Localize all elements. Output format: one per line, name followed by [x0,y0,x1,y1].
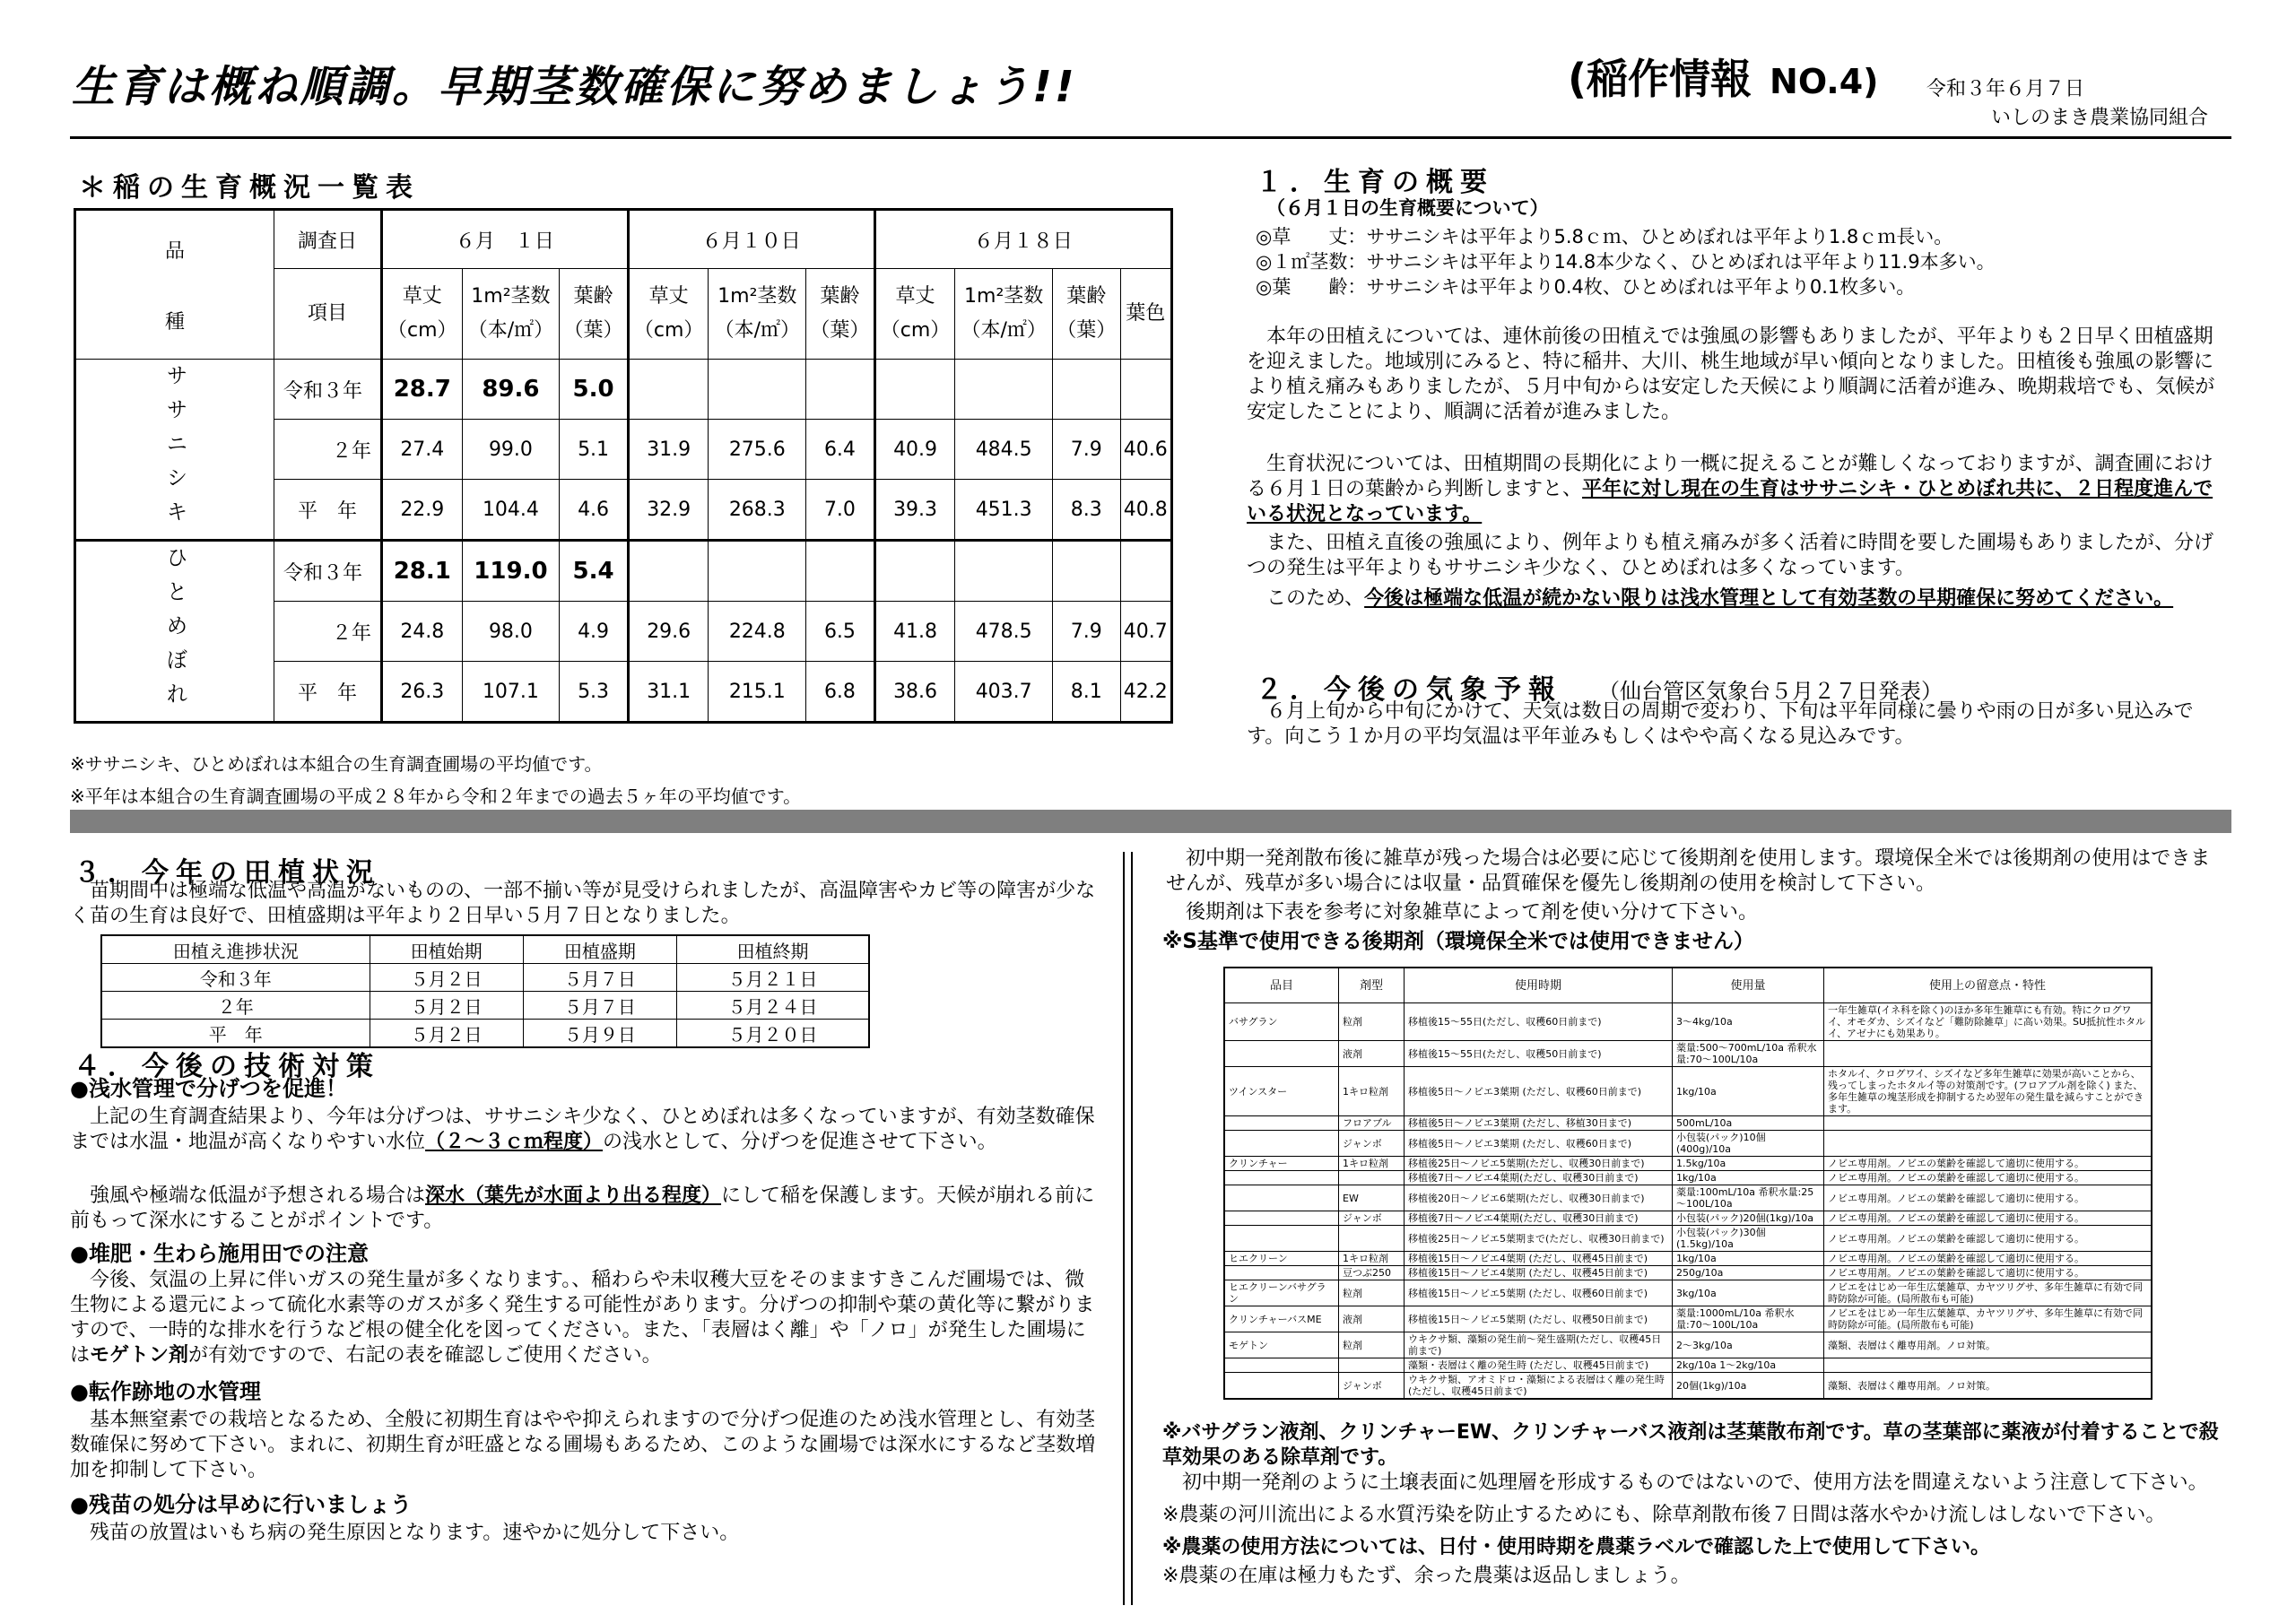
column-header: 1m²茎数 （本/㎡） [709,269,806,360]
herb-cell: 1キロ粒剤 [1339,1067,1405,1116]
sec1-p1: 本年の田植えについては、連休前後の田植えでは強風の影響もありましたが、平年よりも２日早く田植盛期を迎えました。地域別にみると、特に稲井、大川、桃生地域が早い傾向となりました。田植後も強風の影響により植え痛みもありましたが、５月中旬からは安定した天候により順調に活着が進み、晩期栽培でも、気候が安定したことにより、順調に活着が進みました。 [1247,325,2215,423]
herb-cell [1224,1373,1339,1400]
table-cell: 42.2 [1120,662,1172,723]
herb-cell: 一年生雑草(イネ科を除く)のほか多年生雑草にも有効。特にクログワイ、オモダカ、シズイなど「難防除雑草」に高い効果。SU抵抗性ホタルイ、アゼナにも効果あり。 [1824,1003,2152,1041]
herb-cell [1339,1171,1405,1185]
herb-cell: 小包装(パック)30個(1.5kg)/10a [1673,1226,1824,1252]
table-row [1224,1266,2152,1280]
table-cell: 27.4 [382,420,463,480]
herb-cell [1224,1358,1339,1373]
table-cell: 6.8 [806,662,875,723]
herb-cell: 薬量:100mL/10a 希釈水量:25～100L/10a [1673,1185,1824,1211]
herb-cell: クリンチャー [1224,1157,1339,1171]
herb-cell [1224,1226,1339,1252]
herb-cell [1824,1131,2152,1157]
table-row [1224,1332,2152,1358]
table-cell: 104.4 [462,480,560,541]
right-note-1: ※バサグラン液剤、クリンチャーEW、クリンチャーバス液剤は茎葉散布剤です。草の茎葉部に薬液が付着することで殺草効果のある除草剤です。 [1162,1421,2219,1469]
herb-cell: 20個(1kg)/10a [1673,1373,1824,1400]
date-header-1: ６月 １日 [382,210,629,269]
planting-cell: 令和３年 [101,964,370,992]
herb-cell [1224,1185,1339,1211]
table-cell: 38.6 [874,662,955,723]
herb-cell: ツインスター [1224,1067,1339,1116]
bullet-height: ◎草 丈：ササニシキは平年より5.8ｃｍ、ひとめぼれは平年より1.8ｃｍ長い。 [1256,226,1953,247]
planting-table [100,934,870,1048]
table-cell: 7.9 [1053,420,1121,480]
herb-cell [1224,1171,1339,1185]
planting-cell: ５月２１日 [676,964,869,992]
row-label: 平 年 [274,480,382,541]
herb-cell: ジャンボ [1339,1373,1405,1400]
sec1-p2-text: 生育状況については、田植期間の長期化により一概に捉えることが難しくなっておりますが、調査圃における６月１日の葉齢から判断しますと、 [1247,453,2213,500]
table-row [1224,1252,2152,1266]
herb-header: 品目 [1224,968,1339,1003]
right-note-4: ※農薬の在庫は極力もたず、余った農薬は返品しましょう。 [1162,1565,1691,1587]
herb-cell: 薬量:500～700mL/10a 希釈水量:70～100L/10a [1673,1041,1824,1067]
herb-cell: フロアブル [1339,1116,1405,1131]
table-cell: 40.9 [874,420,955,480]
row-label: ２年 [274,602,382,662]
bullet-leaf-age: ◎葉 齢：ササニシキは平年より0.4枚、ひとめぼれは平年より0.1枚多い。 [1256,276,1916,298]
planting-header-3: 田植終期 [676,935,869,964]
sec4-s1-text2 [70,1184,1101,1234]
herb-cell: ジャンボ [1339,1131,1405,1157]
herb-cell: 移植後7日～ノビエ4葉期(ただし、収穫30日前まで) [1405,1211,1673,1226]
table-cell: 40.7 [1120,602,1172,662]
table-row [1224,1157,2152,1171]
herb-cell: モゲトン [1224,1332,1339,1358]
herb-cell: 移植後15日～ノビエ5葉期 (ただし、収穫50日前まで) [1405,1306,1673,1332]
table-cell: 40.6 [1120,420,1172,480]
table-row [1224,1211,2152,1226]
planting-header-2: 田植盛期 [523,935,676,964]
s1-text-b: （２～３ｃｍ程度） [425,1131,604,1153]
herbicide-table [1223,967,2152,1400]
herb-cell: 1kg/10a [1673,1171,1824,1185]
date-header-2: ６月１０日 [628,210,874,269]
planting-cell: ５月２日 [370,1020,523,1048]
sec1-heading: １．生育の概要 [1256,167,1494,198]
table-cell: 7.9 [1053,602,1121,662]
herb-cell: 粒剤 [1339,1332,1405,1358]
sec3-text: 苗期間中は極端な低温や高温がないものの、一部不揃い等が見受けられましたが、高温障害やカビ等の障害が少なく苗の生育は良好で、田植盛期は平年より２日早い５月７日となりました。 [70,880,1096,927]
table-cell: 6.5 [806,602,875,662]
sec4-heading: ４．今後の技術対策 [74,1051,380,1082]
table-cell [709,541,806,602]
s1-text-e: 深水（葉先が水面より出る程度） [425,1185,722,1207]
variety-name: ササニシキ [75,360,274,541]
herb-cell: 2kg/10a 1～2kg/10a [1673,1358,1824,1373]
sec4-s2-title: ●堆肥・生わら施用田での注意 [70,1241,369,1266]
column-header: 1m²茎数 （本/㎡） [462,269,560,360]
table-cell: 8.3 [1053,480,1121,541]
herb-cell [1224,1211,1339,1226]
growth-table [74,208,1173,724]
herb-cell: 移植後5日～ノビエ3葉期 (ただし、収穫60日前まで) [1405,1067,1673,1116]
table-cell: 403.7 [955,662,1053,723]
herb-cell [1824,1116,2152,1131]
table-cell [874,360,955,420]
herb-cell: 粒剤 [1339,1280,1405,1306]
table-cell: 98.0 [462,602,560,662]
section-divider [70,810,2231,833]
s1-text-d: 強風や極端な低温が予想される場合は [70,1185,426,1207]
table1-heading: ＊稲の生育概況一覧表 [79,172,420,204]
herb-cell: 小包装(パック)20個(1kg)/10a [1673,1211,1824,1226]
herb-cell: 藻類、表層はく離専用剤。ノロ対策。 [1824,1373,2152,1400]
herb-cell: 移植後25日～ノビエ5葉期(ただし、収穫30日前まで) [1405,1157,1673,1171]
herb-table-title: ※S基準で使用できる後期剤（環境保全米では使用できません） [1162,930,1754,953]
issue-date: 令和３年６月７日 [1926,78,2085,100]
column-header: 1m²茎数 （本/㎡） [955,269,1053,360]
herb-cell: 3kg/10a [1673,1280,1824,1306]
s1-text-f: にして稲を保護します。天候が崩れる前に前もって深水にすることがポイントです。 [70,1185,1095,1232]
planting-cell: ５月７日 [523,964,676,992]
sec1-p3: また、田植え直後の強風により、例年よりも植え痛みが多く活着に時間を要した圃場もありましたが、分げつの発生は平年よりもササニシキ少なく、ひとめぼれは多くなっています。 [1247,532,2214,579]
herb-cell: 移植後7日～ノビエ4葉期(ただし、収穫30日前まで) [1405,1171,1673,1185]
herb-cell [1224,1041,1339,1067]
table-cell: 32.9 [628,480,709,541]
herb-cell: バサグラン [1224,1003,1339,1041]
table-cell: 28.1 [382,541,463,602]
sec4-s3-title: ●転作跡地の水管理 [70,1379,261,1404]
header-rule [70,136,2231,139]
sec1-bullets [1256,224,1996,299]
herb-header: 使用上の留意点・特性 [1824,968,2152,1003]
table-row [1224,1041,2152,1067]
table-cell [1120,360,1172,420]
herb-cell: ノビエ専用剤。ノビエの葉齢を確認して適切に使用する。 [1824,1252,2152,1266]
herb-cell: 1kg/10a [1673,1067,1824,1116]
herb-cell: 移植後15日～ノビエ4葉期 (ただし、収穫45日前まで) [1405,1266,1673,1280]
column-header: 葉齢 （葉） [560,269,629,360]
table-cell: 24.8 [382,602,463,662]
column-header: 葉齢 （葉） [1053,269,1121,360]
table-cell: 224.8 [709,602,806,662]
sec4-s1-text [70,1105,1101,1155]
column-header: 葉色 [1120,269,1172,360]
table-cell: 29.6 [628,602,709,662]
herb-cell: ノビエ専用剤。ノビエの葉齢を確認して適切に使用する。 [1824,1171,2152,1185]
planting-cell: ５月７日 [523,992,676,1020]
table-cell: 215.1 [709,662,806,723]
table-row [1224,1067,2152,1116]
herb-cell: ヒエクリーンバサグラン [1224,1280,1339,1306]
table-cell: 26.3 [382,662,463,723]
table-cell: 39.3 [874,480,955,541]
herb-header: 剤型 [1339,968,1405,1003]
table-cell: 31.1 [628,662,709,723]
sec3-heading: ３．今年の田植状況 [74,857,380,889]
table-cell: 119.0 [462,541,560,602]
herb-cell [1824,1041,2152,1067]
table-row [1224,1003,2152,1041]
sec4-s1-title: ●浅水管理で分げつを促進！ [70,1076,347,1101]
column-divider [1123,852,1125,1605]
info-label-text: (稲作情報 [1568,55,1752,103]
planting-cell: 平 年 [101,1020,370,1048]
table-cell: 7.0 [806,480,875,541]
herb-cell: ノビエ専用剤。ノビエの葉齢を確認して適切に使用する。 [1824,1211,2152,1226]
herb-cell: 1キロ粒剤 [1339,1157,1405,1171]
table-cell: 99.0 [462,420,560,480]
herb-cell: ヒエクリーン [1224,1252,1339,1266]
herb-cell: 藻類、表層はく離専用剤。ノロ対策。 [1824,1332,2152,1358]
corner-cell [75,210,274,360]
sec4-s4-text: 残苗の放置はいもち病の発生原因となります。速やかに処分して下さい。 [70,1522,740,1544]
table1-note-2: ※平年は本組合の生育調査圃場の平成２８年から令和２年までの過去５ヶ年の平均値です。 [70,785,802,807]
sec2-title: ２．今後の気象予報 [1256,674,1562,706]
item-label: 項目 [274,269,382,360]
sec4-s2-text [70,1268,1101,1368]
herb-cell: 薬量:1000mL/10a 希釈水量:70～100L/10a [1673,1306,1824,1332]
right-p2: 後期剤は下表を参考に対象雑草によって剤を使い分けて下さい。 [1166,901,1759,924]
planting-cell: ５月２日 [370,992,523,1020]
herb-cell: 移植後15日～ノビエ5葉期 (ただし、収穫60日前まで) [1405,1280,1673,1306]
herb-cell: 移植後15～55日(ただし、収穫50日前まで) [1405,1041,1673,1067]
planting-cell: ５月９日 [523,1020,676,1048]
bullet-tillers: ◎１㎡茎数：ササニシキは平年より14.8本少なく、ひとめぼれは平年より11.9本多い。 [1256,251,1996,273]
column-header: 葉齢 （葉） [806,269,875,360]
s1-text-c: の浅水として、分げつを促進させて下さい。 [603,1131,997,1153]
sec2-text: ６月上旬から中旬にかけて、天気は数日の周期で変わり、下旬は平年同様に曇りや雨の日が多い見込みです。向こう１か月の平均気温は平年並みもしくはやや高くなる見込みです。 [1247,700,2194,748]
table-row [1224,1116,2152,1131]
table-cell [628,541,709,602]
table-cell: 4.9 [560,602,629,662]
planting-cell: ５月２日 [370,964,523,992]
planting-header-1: 田植始期 [370,935,523,964]
s2-text-c: が有効ですので、右記の表を確認しご使用ください。 [188,1344,662,1367]
table-cell: 478.5 [955,602,1053,662]
table-cell [709,360,806,420]
herb-cell: ノビエ専用剤。ノビエの葉齢を確認して適切に使用する。 [1824,1266,2152,1280]
sec1-p4 [1247,586,2224,612]
table-cell [874,541,955,602]
herb-cell: ノビエ専用剤。ノビエの葉齢を確認して適切に使用する。 [1824,1185,2152,1211]
sec2-source: （仙台管区気象台５月２７日発表） [1598,679,1943,704]
table1-note-1: ※ササニシキ、ひとめぼれは本組合の生育調査圃場の平均値です。 [70,753,603,775]
variety-name: ひとめぼれ [75,541,274,723]
info-number: NO.4) [1770,62,1879,101]
table-row [1224,1171,2152,1185]
herb-cell [1224,1116,1339,1131]
survey-date-label: 調査日 [274,210,382,269]
organization: いしのまき農業協同組合 [1991,107,2209,129]
corner-bottom: 種 [164,310,185,334]
table-cell: 5.1 [560,420,629,480]
table-row [1224,1226,2152,1252]
herb-cell: 1kg/10a [1673,1252,1824,1266]
herb-cell: 移植後25日～ノビエ5葉期まで(ただし、収穫30日前まで) [1405,1226,1673,1252]
sec1-p4-text: このため、 [1247,587,1365,610]
herb-cell: 1キロ粒剤 [1339,1252,1405,1266]
date-header-3: ６月１８日 [874,210,1171,269]
herb-cell: 豆つぶ250 [1339,1266,1405,1280]
herb-cell [1339,1358,1405,1373]
sec1-sub: （６月１日の生育概要について） [1266,197,1549,219]
row-label: 令和３年 [274,360,382,420]
table-cell [1053,541,1121,602]
herb-cell: 移植後15～55日(ただし、収穫60日前まで) [1405,1003,1673,1041]
herb-cell: 移植後20日～ノビエ6葉期(ただし、収穫30日前まで) [1405,1185,1673,1211]
corner-top: 品 [164,239,185,263]
table-row [75,541,1172,602]
planting-cell: ５月２４日 [676,992,869,1020]
table-cell [628,360,709,420]
table-row [1224,1306,2152,1332]
herb-cell: 液剤 [1339,1306,1405,1332]
table-row [1224,1131,2152,1157]
herb-cell [1224,1131,1339,1157]
table-cell [1120,541,1172,602]
herb-cell: 移植後5日～ノビエ3葉期 (ただし、収穫60日まで) [1405,1131,1673,1157]
table-row [101,964,869,992]
herb-cell: 移植後15日～ノビエ4葉期 (ただし、収穫45日前まで) [1405,1252,1673,1266]
table-cell: 5.3 [560,662,629,723]
right-note-1b: 初中期一発剤のように土壌表面に処理層を形成するものではないので、使用方法を間違えないよう注意して下さい。 [1182,1471,2208,1494]
table-cell: 28.7 [382,360,463,420]
herb-cell: 粒剤 [1339,1003,1405,1041]
table-cell [1053,360,1121,420]
herb-cell [1339,1226,1405,1252]
table-cell: 4.6 [560,480,629,541]
table-cell: 107.1 [462,662,560,723]
page-title: 生育は概ね順調。早期茎数確保に努めましょう!! [72,62,1077,112]
herb-cell: ノビエをはじめ一年生広葉雑草、カヤツリグサ、多年生雑草に有効で同時防除が可能。(局所散布も可能) [1824,1280,2152,1306]
herb-cell: ウキクサ類、アオミドロ・藻類による表層はく離の発生時(ただし、収穫45日前まで) [1405,1373,1673,1400]
sec1-p2 [1247,452,2224,527]
table-cell: 484.5 [955,420,1053,480]
row-label: 平 年 [274,662,382,723]
table-row [101,992,869,1020]
right-note-2: ※農薬の河川流出による水質汚染を防止するためにも、除草剤散布後７日間は落水やかけ流しはしないで下さい。 [1162,1504,2166,1526]
right-note-3: ※農薬の使用方法については、日付・使用時期を農薬ラベルで確認した上で使用して下さい。 [1162,1536,1990,1558]
table-cell: 40.8 [1120,480,1172,541]
herb-cell: 250g/10a [1673,1266,1824,1280]
sec4-s4-title: ●残苗の処分は早めに行いましょう [70,1492,412,1517]
herb-cell: ホタルイ、クログワイ、シズイなど多年生雑草に効果が高いことから、残ってしまったホタルイ等の対策剤です。(フロアブル剤を除く) また、多年生雑草の塊茎形成を抑制するため翌年の発生量を減らすことができます。 [1824,1067,2152,1116]
right-p1: 初中期一発剤散布後に雑草が残った場合は必要に応じて後期剤を使用します。環境保全米では後期剤の使用はできませんが、残草が多い場合には収量・品質確保を優先し後期剤の使用を検討して下さい。 [1166,847,2211,895]
table-row [1224,1373,2152,1400]
herb-cell: ノビエ専用剤。ノビエの葉齢を確認して適切に使用する。 [1824,1157,2152,1171]
herb-cell: 藻類・表層はく離の発生時 (ただし、収穫45日前まで) [1405,1358,1673,1373]
herb-cell [1224,1266,1339,1280]
column-header: 草丈 （cm） [382,269,463,360]
table-cell: 31.9 [628,420,709,480]
table-cell: 5.0 [560,360,629,420]
s2-text-a: 今後、気温の上昇に伴いガスの発生量が多くなります。、稲わらや未収穫大豆をそのまますきこんだ圃場では、微生物による還元によって硫化水素等のガスが多く発生する可能性があります。分げつの抑制や葉の黄化等に繋がりますので、一時的な排水を行うなど根の健全化を図ってください。また、「表層はく離」や「ノロ」が発生した圃場には [70,1269,1095,1367]
sec1-p4-emphasis: 今後は極端な低温が続かない限りは浅水管理として有効茎数の早期確保に努めてください。 [1364,587,2174,610]
table-cell: 22.9 [382,480,463,541]
table-row [1224,1358,2152,1373]
s1-text-a: 上記の生育調査結果より、今年は分げつは、ササニシキ少なく、ひとめぼれは多くなっていますが、有効茎数確保までは水温・地温が高くなりやすい水位 [70,1106,1095,1153]
planting-cell: ２年 [101,992,370,1020]
table-cell: 268.3 [709,480,806,541]
table-cell: 89.6 [462,360,560,420]
herb-cell: ジャンボ [1339,1211,1405,1226]
herb-cell: 液剤 [1339,1041,1405,1067]
table-cell: 5.4 [560,541,629,602]
table-cell [955,541,1053,602]
herb-cell: ウキクサ類、藻類の発生前～発生盛期(ただし、収穫45日前まで) [1405,1332,1673,1358]
herb-cell [1824,1358,2152,1373]
herb-cell: EW [1339,1185,1405,1211]
table-row [75,360,1172,420]
sec1-p2-emphasis: 平年に対し現在の生育はササニシキ・ひとめぼれ共に、２日程度進んでいる状況となっています。 [1247,478,2213,525]
table-row [1224,1280,2152,1306]
herb-cell: 2～3kg/10a [1673,1332,1824,1358]
column-header: 草丈 （cm） [628,269,709,360]
herb-cell: クリンチャーバスME [1224,1306,1339,1332]
herb-header: 使用量 [1673,968,1824,1003]
table-cell [806,541,875,602]
herb-cell: 小包装(パック)10個(400g)/10a [1673,1131,1824,1157]
herb-header: 使用時期 [1405,968,1673,1003]
sec4-s3-text: 基本無窒素での栽培となるため、全般に初期生育はやや抑えられますので分げつ促進のため浅水管理とし、有効茎数確保に努めて下さい。まれに、初期生育が旺盛となる圃場もあるため、このような圃場では深水にするなど茎数増加を抑制して下さい。 [70,1409,1096,1481]
table-cell [806,360,875,420]
table-cell [955,360,1053,420]
planting-header-0: 田植え進捗状況 [101,935,370,964]
herb-cell: 3～4kg/10a [1673,1003,1824,1041]
herb-cell: 1.5kg/10a [1673,1157,1824,1171]
table-cell: 6.4 [806,420,875,480]
column-header: 草丈 （cm） [874,269,955,360]
herb-cell: 500mL/10a [1673,1116,1824,1131]
table-cell: 275.6 [709,420,806,480]
herb-cell: ノビエをはじめ一年生広葉雑草、カヤツリグサ、多年生雑草に有効で同時防除が可能。(局所散布も可能) [1824,1306,2152,1332]
column-divider [1131,852,1133,1605]
herb-cell: 移植後5日～ノビエ3葉期 (ただし、移植30日まで) [1405,1116,1673,1131]
row-label: ２年 [274,420,382,480]
row-label: 令和３年 [274,541,382,602]
info-label [1568,47,1879,106]
table-cell: 8.1 [1053,662,1121,723]
table-cell: 451.3 [955,480,1053,541]
planting-cell: ５月２０日 [676,1020,869,1048]
s2-text-b: モゲトン剤 [90,1344,189,1367]
table-cell: 41.8 [874,602,955,662]
table-row [1224,1185,2152,1211]
herb-cell: ノビエ専用剤。ノビエの葉齢を確認して適切に使用する。 [1824,1226,2152,1252]
